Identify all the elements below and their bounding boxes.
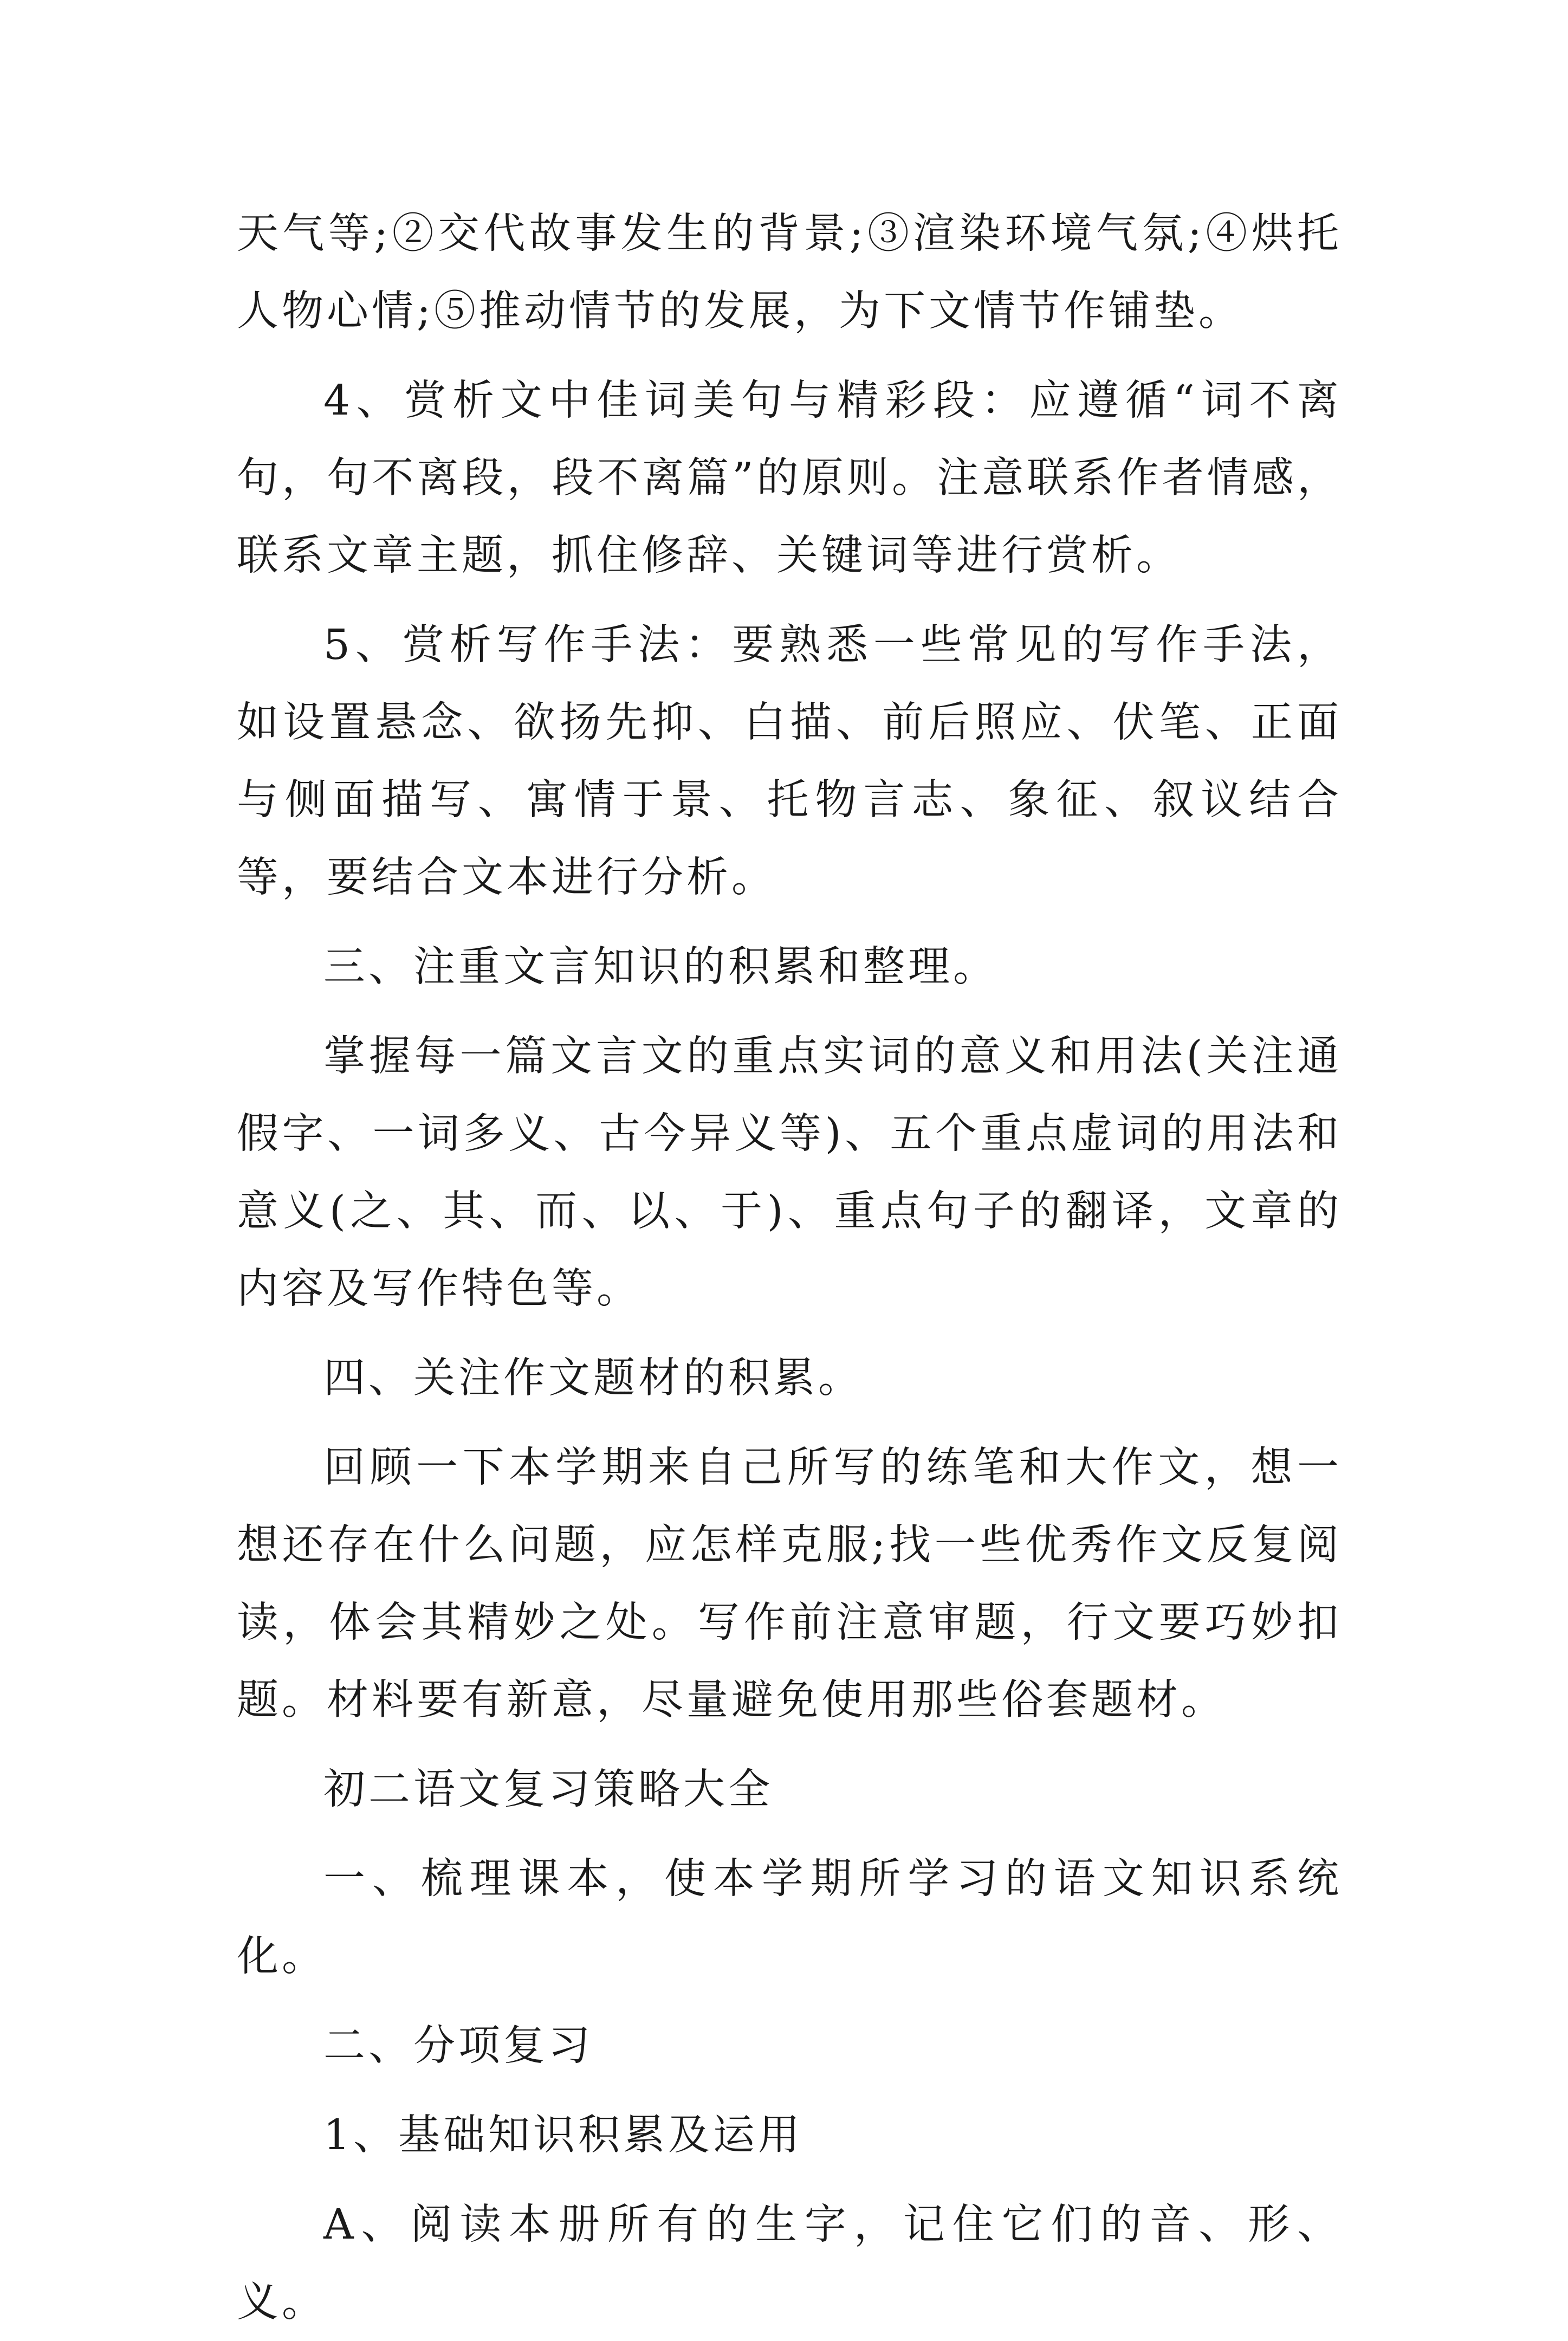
section-title: 初二语文复习策略大全	[323, 1766, 773, 1814]
list-item-2: 二、分项复习	[323, 2022, 593, 2070]
sub-item-a: A、阅读本册所有的生字，记住它们的音、形、义。	[237, 2201, 1342, 2326]
paragraph-point-5: 5、赏析写作手法：要熟悉一些常见的写作手法，如设置悬念、欲扬先抑、白描、前后照应、伏笔、正面与侧面描写、寓情于景、托物言志、象征、叙议结合等，要结合文本进行分析。	[237, 621, 1342, 902]
heading-writing-materials: 四、关注作文题材的积累。	[323, 1354, 863, 1402]
document-body	[237, 195, 1342, 2341]
paragraph-writing: 回顾一下本学期来自己所写的练笔和大作文，想一想还存在什么问题，应怎样克服;找一些优秀作文反复阅读，体会其精妙之处。写作前注意审题，行文要巧妙扣题。材料要有新意，尽量避免使用那些俗套题材。	[237, 1444, 1342, 1724]
paragraph-classical: 掌握每一篇文言文的重点实词的意义和用法(关注通假字、一词多义、古今异义等)、五个重点虚词的用法和意义(之、其、而、以、于)、重点句子的翻译，文章的内容及写作特色等。	[237, 1032, 1342, 1313]
paragraph-setting-functions: 天气等;②交代故事发生的背景;③渲染环境气氛;④烘托人物心情;⑤推动情节的发展，为下文情节作铺垫。	[237, 210, 1342, 335]
paragraph-point-4: 4、赏析文中佳词美句与精彩段：应遵循“词不离句，句不离段，段不离篇”的原则。注意联系作者情感，联系文章主题，抓住修辞、关键词等进行赏析。	[237, 377, 1342, 580]
sub-item-1: 1、基础知识积累及运用	[323, 2111, 803, 2159]
list-item-1: 一、梳理课本，使本学期所学习的语文知识系统化。	[237, 1855, 1342, 1981]
heading-classical-knowledge: 三、注重文言知识的积累和整理。	[323, 943, 998, 991]
